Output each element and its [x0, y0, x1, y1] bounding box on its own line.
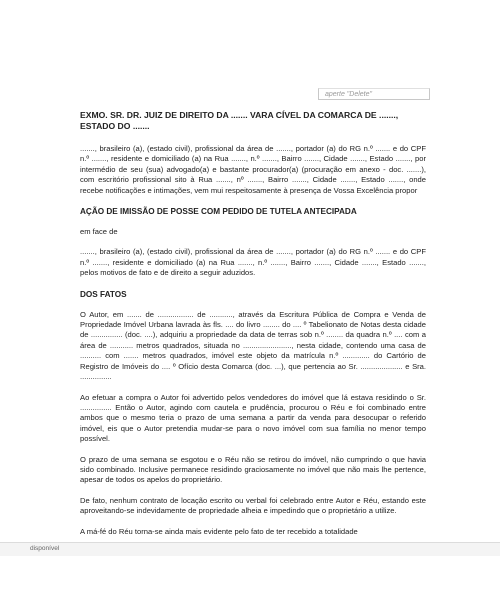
facts-paragraph-4: De fato, nenhum contrato de locação escrito ou verbal foi celebrado entre Autor e Réu, estando este aproveitando-se indevidamente de propriedade alheia e impedindo que o proprietário a utilize.: [80, 495, 426, 516]
defendant-qualification-paragraph: ......., brasileiro (a), (estado civil), profissional da área de ......., portador (a) do RG n.º ....... e do CPF n.º ......., residente e domiciliado (a) na Rua ......., n.º ......., Bairro ......., Cidade ......., Estado ......., pelos motivos de fato e de direito a seguir aduzidos.: [80, 247, 426, 278]
delete-hint-box: [318, 88, 430, 100]
facts-paragraph-5: A má-fé do Réu torna-se ainda mais evidente pelo fato de ter recebido a totalidade: [80, 526, 358, 536]
availability-label: disponível: [30, 545, 60, 552]
status-footer: [0, 542, 500, 557]
delete-hint-text: aperte "Delete": [325, 91, 372, 98]
facts-paragraph-2: Ao efetuar a compra o Autor foi advertido pelos vendedores do imóvel que lá estava residindo o Sr. ............... Então o Autor, agindo com cautela e prudência, procurou o Réu e foi combinado entre ambos que o mesmo teria o prazo de uma semana a partir da venda para desocupar o referido imóvel, eis que o Autor pretendia mudar-se para o novo imóvel com sua família no menor tempo possível.: [80, 392, 426, 444]
facts-paragraph-1: O Autor, em ....... de ................. de ..........., através da Escritura Pública de Compra e Venda de Propriedade Imóvel Urbana lavrada às fls. .... do livro ........ do .... º Tabelionato de Notas desta cidade de ............... (doc. ....), adquiriu a propriedade da data de terras sob n.º ........ da quadra n.º .... com a área de ........... metros quadrados, situada no ......................., nesta cidade, contendo uma casa de .......... com ....... metros quadrados, imóvel este objeto da matrícula n.º ............. do Cartório de Registro de Imóveis do .... º Ofício desta Comarca (doc. ...), que pertencia ao Sr. .................... e Sra. ...............: [80, 309, 426, 382]
facts-title: DOS FATOS: [80, 289, 127, 299]
bottom-blank-area: [0, 556, 500, 600]
against-text: em face de: [80, 227, 118, 237]
action-title: AÇÃO DE IMISSÃO DE POSSE COM PEDIDO DE TUTELA ANTECIPADA: [80, 207, 357, 217]
document-content: [80, 110, 426, 542]
author-qualification-paragraph: ......., brasileiro (a), (estado civil), profissional da área de ......., portador (a) do RG n.º ....... e do CPF n.º ......., residente e domiciliado (a) na Rua ......., n.º ......., Bairro ......., Cidade ......., Estado ......., por intermédio de seu (sua) advogado(a) e bastante procurador(a) (procuração em anexo - doc. .......), com escritório profissional sito à Rua ......., nº ......., Bairro ......., Cidade ......., Estado ......., onde recebe notificações e intimações, vem mui respeitosamente à presença de Vossa Excelência propor: [80, 144, 426, 195]
document-heading: EXMO. SR. DR. JUIZ DE DIREITO DA ....... VARA CÍVEL DA COMARCA DE ......., ESTADO DO .......: [80, 110, 399, 131]
facts-paragraph-3: O prazo de uma semana se esgotou e o Réu não se retirou do imóvel, não cumprindo o que havia sido combinado. Inclusive permanece residindo graciosamente no imóvel que não mais lhe pertence, apesar de todos os apelos do proprietário.: [80, 454, 426, 485]
